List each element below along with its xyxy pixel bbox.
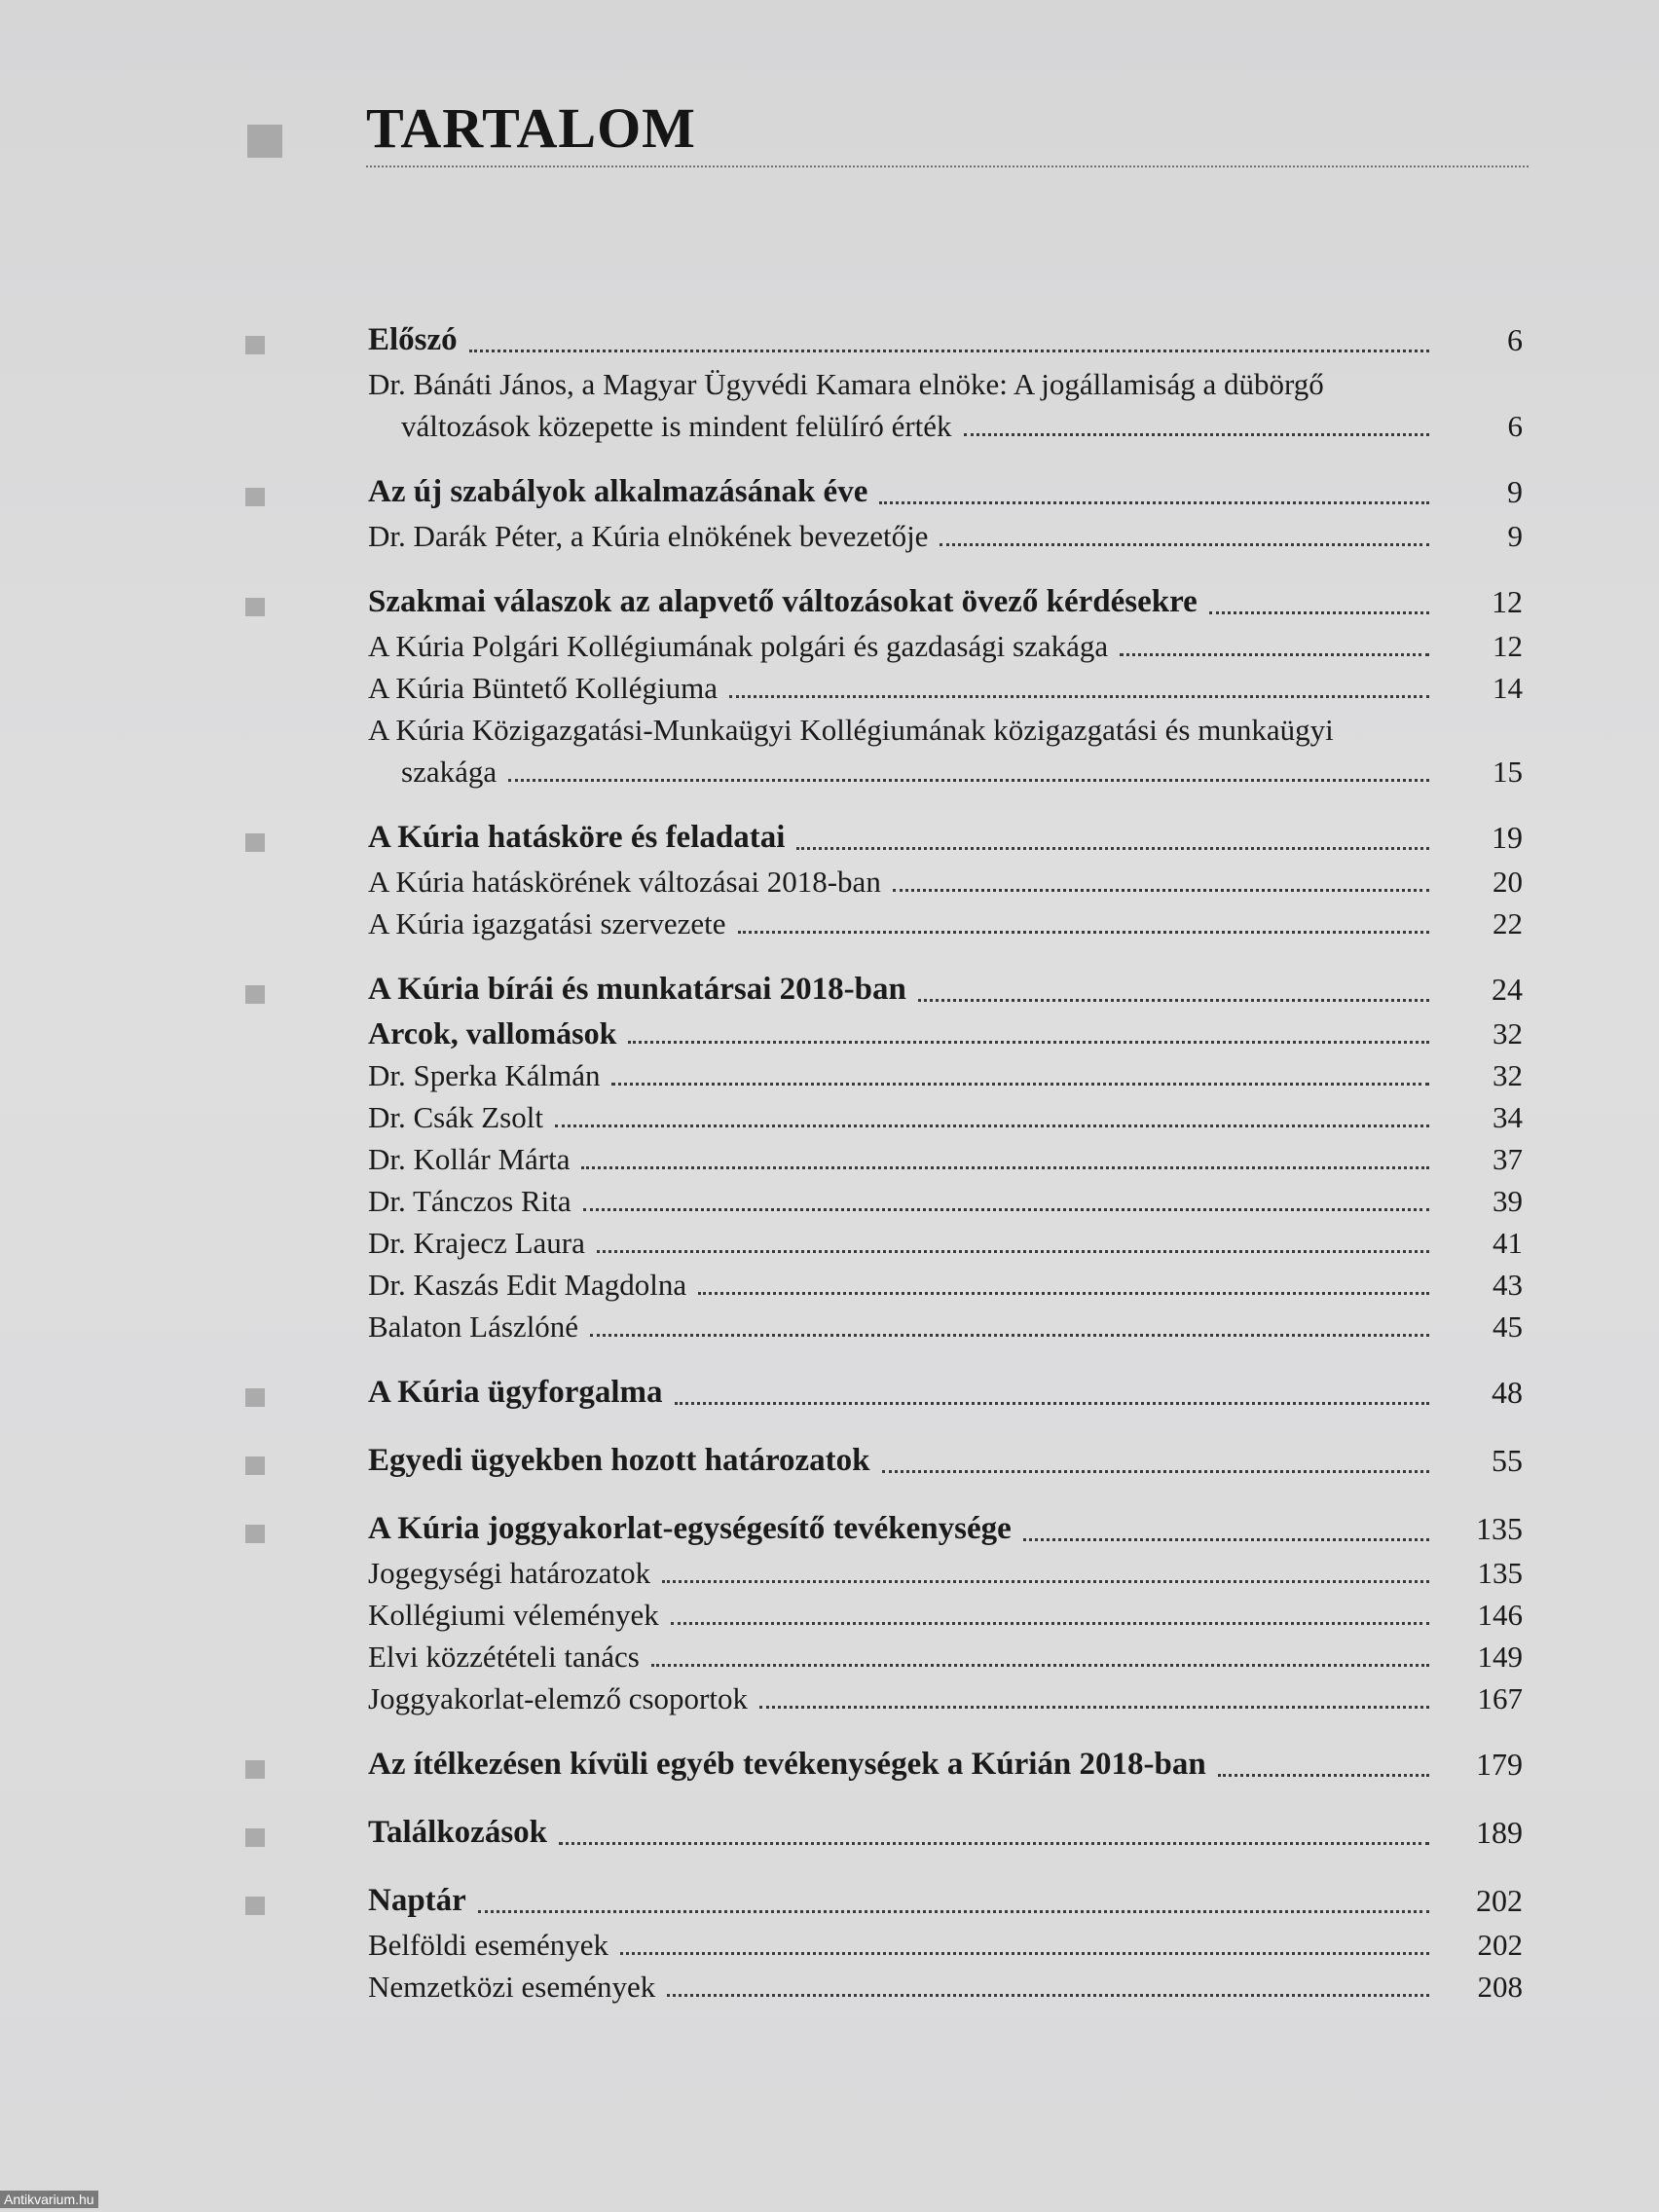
toc-entry-label-line2: szakága <box>401 755 498 789</box>
toc-chapter-entry[interactable] <box>368 1437 1523 1484</box>
section-square-marker <box>245 1897 265 1915</box>
toc-entry-label: Dr. Kollár Márta <box>368 1142 571 1176</box>
section-square-marker <box>245 598 265 616</box>
toc-section <box>0 1369 1659 1416</box>
toc-chapter-entry[interactable] <box>368 1877 1523 1924</box>
toc-entry[interactable] <box>368 1138 1523 1180</box>
toc-chapter-entry[interactable] <box>368 1809 1523 1856</box>
toc-page-number: 41 <box>1493 1226 1523 1260</box>
dot-leader <box>671 1622 1429 1625</box>
dot-leader <box>667 1994 1429 1997</box>
toc-page-number: 208 <box>1477 1970 1523 2004</box>
toc-page-number: 32 <box>1493 1016 1523 1051</box>
table-of-contents <box>0 316 1659 2029</box>
toc-entry[interactable] <box>368 1264 1523 1306</box>
toc-section <box>0 1741 1659 1788</box>
toc-entry[interactable] <box>368 625 1523 667</box>
dot-leader <box>918 999 1429 1002</box>
toc-section <box>0 1877 1659 2008</box>
dot-leader <box>675 1402 1430 1405</box>
toc-entry[interactable] <box>368 1677 1523 1719</box>
dot-leader <box>729 695 1429 698</box>
dot-leader <box>698 1292 1429 1295</box>
toc-entry-label: Balaton Lászlóné <box>368 1309 579 1344</box>
toc-entry[interactable] <box>368 363 1523 447</box>
toc-page-number: 14 <box>1493 671 1523 705</box>
dot-leader <box>879 501 1429 504</box>
toc-page-number: 149 <box>1477 1640 1523 1674</box>
dot-leader <box>662 1580 1429 1583</box>
dot-leader <box>651 1664 1429 1667</box>
toc-entry-label: Dr. Tánczos Rita <box>368 1184 571 1218</box>
toc-chapter-entry[interactable] <box>368 468 1523 515</box>
toc-entry-label: A Kúria bírái és munkatársai 2018-ban <box>368 972 906 1007</box>
toc-page-number: 9 <box>1507 519 1523 553</box>
section-square-marker <box>245 1388 265 1407</box>
toc-entry-label: Dr. Krajecz Laura <box>368 1226 585 1260</box>
toc-page-number: 43 <box>1493 1268 1523 1302</box>
toc-page-number: 6 <box>1507 322 1523 357</box>
toc-entry[interactable] <box>368 1594 1523 1636</box>
toc-page-number: 22 <box>1493 906 1523 940</box>
toc-page-number: 202 <box>1477 1928 1523 1962</box>
toc-entry-label: A Kúria igazgatási szervezete <box>368 906 726 940</box>
toc-page-number: 189 <box>1476 1815 1523 1850</box>
toc-chapter-entry[interactable] <box>368 966 1523 1013</box>
toc-entry-label: Egyedi ügyekben hozott határozatok <box>368 1443 870 1478</box>
toc-entry[interactable] <box>368 709 1523 793</box>
toc-entry[interactable] <box>368 1924 1523 1966</box>
toc-page-number: 19 <box>1492 820 1523 855</box>
section-square-marker <box>245 1760 265 1779</box>
dot-leader <box>620 1952 1429 1955</box>
toc-entry[interactable] <box>368 1636 1523 1677</box>
toc-entry[interactable] <box>368 903 1523 944</box>
section-square-marker <box>245 833 265 852</box>
toc-page-number: 45 <box>1493 1309 1523 1344</box>
toc-entry[interactable] <box>368 667 1523 709</box>
toc-entry[interactable] <box>368 1552 1523 1594</box>
toc-page-number: 15 <box>1493 755 1523 789</box>
toc-page-number: 6 <box>1507 409 1523 443</box>
dot-leader <box>478 1910 1429 1913</box>
toc-section <box>0 1437 1659 1484</box>
toc-entry-label: Szakmai válaszok az alapvető változásokat övező kérdésekre <box>368 584 1198 619</box>
toc-entry-label: Előszó <box>368 322 458 357</box>
toc-entry-label: Nemzetközi események <box>368 1970 656 2004</box>
toc-page-number: 135 <box>1476 1511 1523 1546</box>
toc-entry[interactable] <box>368 1306 1523 1347</box>
toc-section <box>0 814 1659 944</box>
toc-entry-label: Dr. Darák Péter, a Kúria elnökének bevezetője <box>368 519 929 553</box>
section-square-marker <box>245 1525 265 1543</box>
toc-entry-line2 <box>368 751 1523 793</box>
toc-section <box>0 966 1659 1347</box>
toc-page-number: 146 <box>1477 1598 1523 1632</box>
toc-section <box>0 578 1659 793</box>
toc-entry-label: Kollégiumi vélemények <box>368 1598 659 1632</box>
page-title: TARTALOM <box>366 96 696 160</box>
toc-entry-label-line1: A Kúria Közigazgatási-Munkaügyi Kollégiumának közigazgatási és munkaügyi <box>368 713 1334 747</box>
toc-section <box>0 316 1659 447</box>
dot-leader <box>1209 611 1429 614</box>
dot-leader <box>1218 1774 1429 1777</box>
toc-entry-label-line1: Dr. Bánáti János, a Magyar Ügyvédi Kamara elnöke: A jogállamiság a dübörgő <box>368 367 1324 401</box>
dot-leader <box>583 1208 1429 1211</box>
toc-entry-label: Naptár <box>368 1883 466 1918</box>
dot-leader <box>581 1166 1429 1169</box>
toc-entry-label: A Kúria Polgári Kollégiumának polgári és gazdasági szakága <box>368 629 1109 663</box>
dot-leader <box>1023 1538 1429 1541</box>
toc-entry-label: Az új szabályok alkalmazásának éve <box>368 474 868 509</box>
title-square-marker <box>247 125 282 158</box>
section-square-marker <box>245 1456 265 1475</box>
toc-entry[interactable] <box>368 515 1523 557</box>
toc-chapter-entry[interactable] <box>368 316 1523 363</box>
toc-entry-label: Dr. Kaszás Edit Magdolna <box>368 1268 687 1302</box>
section-square-marker <box>245 1828 265 1847</box>
dot-leader <box>597 1250 1429 1253</box>
toc-entry-label-line2: változások közepette is mindent felülíró érték <box>401 409 952 443</box>
dot-leader <box>559 1842 1429 1845</box>
toc-page-number: 55 <box>1492 1443 1523 1478</box>
toc-entry-line2 <box>368 405 1523 447</box>
toc-page-number: 167 <box>1477 1681 1523 1715</box>
dot-leader <box>555 1124 1429 1127</box>
toc-page-number: 34 <box>1493 1100 1523 1134</box>
dot-leader <box>590 1334 1429 1337</box>
title-dotted-rule <box>366 166 1529 167</box>
dot-leader <box>1120 653 1429 656</box>
dot-leader <box>508 779 1429 782</box>
toc-chapter-entry[interactable] <box>368 1369 1523 1416</box>
toc-entry-label: A Kúria joggyakorlat-egységesítő tevékenysége <box>368 1511 1012 1546</box>
dot-leader <box>964 433 1429 436</box>
toc-entry-label: Belföldi események <box>368 1928 609 1962</box>
toc-entry[interactable] <box>368 1180 1523 1222</box>
toc-page-number: 202 <box>1476 1883 1523 1918</box>
dot-leader <box>469 350 1429 352</box>
dot-leader <box>611 1083 1429 1086</box>
toc-entry-label: Joggyakorlat-elemző csoportok <box>368 1681 748 1715</box>
dot-leader <box>893 889 1429 892</box>
toc-entry[interactable] <box>368 1222 1523 1264</box>
toc-page-number: 179 <box>1476 1747 1523 1782</box>
toc-entry[interactable] <box>368 1096 1523 1138</box>
section-square-marker <box>245 985 265 1004</box>
toc-entry-label: A Kúria hatásköre és feladatai <box>368 820 786 855</box>
dot-leader <box>628 1041 1429 1044</box>
toc-page-number: 24 <box>1492 972 1523 1007</box>
toc-page-number: 32 <box>1493 1058 1523 1092</box>
dot-leader <box>796 847 1429 850</box>
toc-page-number: 20 <box>1493 865 1523 899</box>
toc-entry-label: Dr. Sperka Kálmán <box>368 1058 601 1092</box>
dot-leader <box>759 1706 1429 1709</box>
section-square-marker <box>245 488 265 506</box>
toc-chapter-entry[interactable] <box>368 814 1523 861</box>
toc-entry-label: A Kúria hatáskörének változásai 2018-ban <box>368 865 881 899</box>
toc-entry-label: Találkozások <box>368 1815 548 1850</box>
toc-entry[interactable] <box>368 1013 1523 1054</box>
toc-page-number: 48 <box>1492 1375 1523 1410</box>
toc-section <box>0 1809 1659 1856</box>
dot-leader <box>882 1470 1430 1473</box>
toc-chapter-entry[interactable] <box>368 1741 1523 1788</box>
toc-entry[interactable] <box>368 861 1523 903</box>
toc-entry-label: Jogegységi határozatok <box>368 1556 651 1590</box>
toc-entry-label: Az ítélkezésen kívüli egyéb tevékenységek a Kúrián 2018-ban <box>368 1747 1206 1782</box>
toc-entry[interactable] <box>368 1966 1523 2008</box>
toc-entry-label: A Kúria Büntető Kollégiuma <box>368 671 719 705</box>
toc-page-number: 135 <box>1477 1556 1523 1590</box>
toc-page-number: 39 <box>1493 1184 1523 1218</box>
toc-section <box>0 1505 1659 1719</box>
toc-page-number: 12 <box>1492 584 1523 619</box>
toc-entry-label: Dr. Csák Zsolt <box>368 1100 543 1134</box>
toc-entry[interactable] <box>368 1054 1523 1096</box>
watermark: Antikvarium.hu <box>0 2191 98 2208</box>
toc-page-number: 37 <box>1493 1142 1523 1176</box>
toc-entry-label: A Kúria ügyforgalma <box>368 1375 663 1410</box>
section-square-marker <box>245 336 265 354</box>
dot-leader <box>738 931 1429 934</box>
toc-section <box>0 468 1659 557</box>
toc-page-number: 9 <box>1507 474 1523 509</box>
toc-entry-label: Arcok, vallomások <box>368 1015 617 1051</box>
toc-chapter-entry[interactable] <box>368 578 1523 625</box>
toc-entry-label: Elvi közzétételi tanács <box>368 1640 640 1674</box>
dot-leader <box>940 543 1429 546</box>
toc-page-number: 12 <box>1493 629 1523 663</box>
toc-chapter-entry[interactable] <box>368 1505 1523 1552</box>
